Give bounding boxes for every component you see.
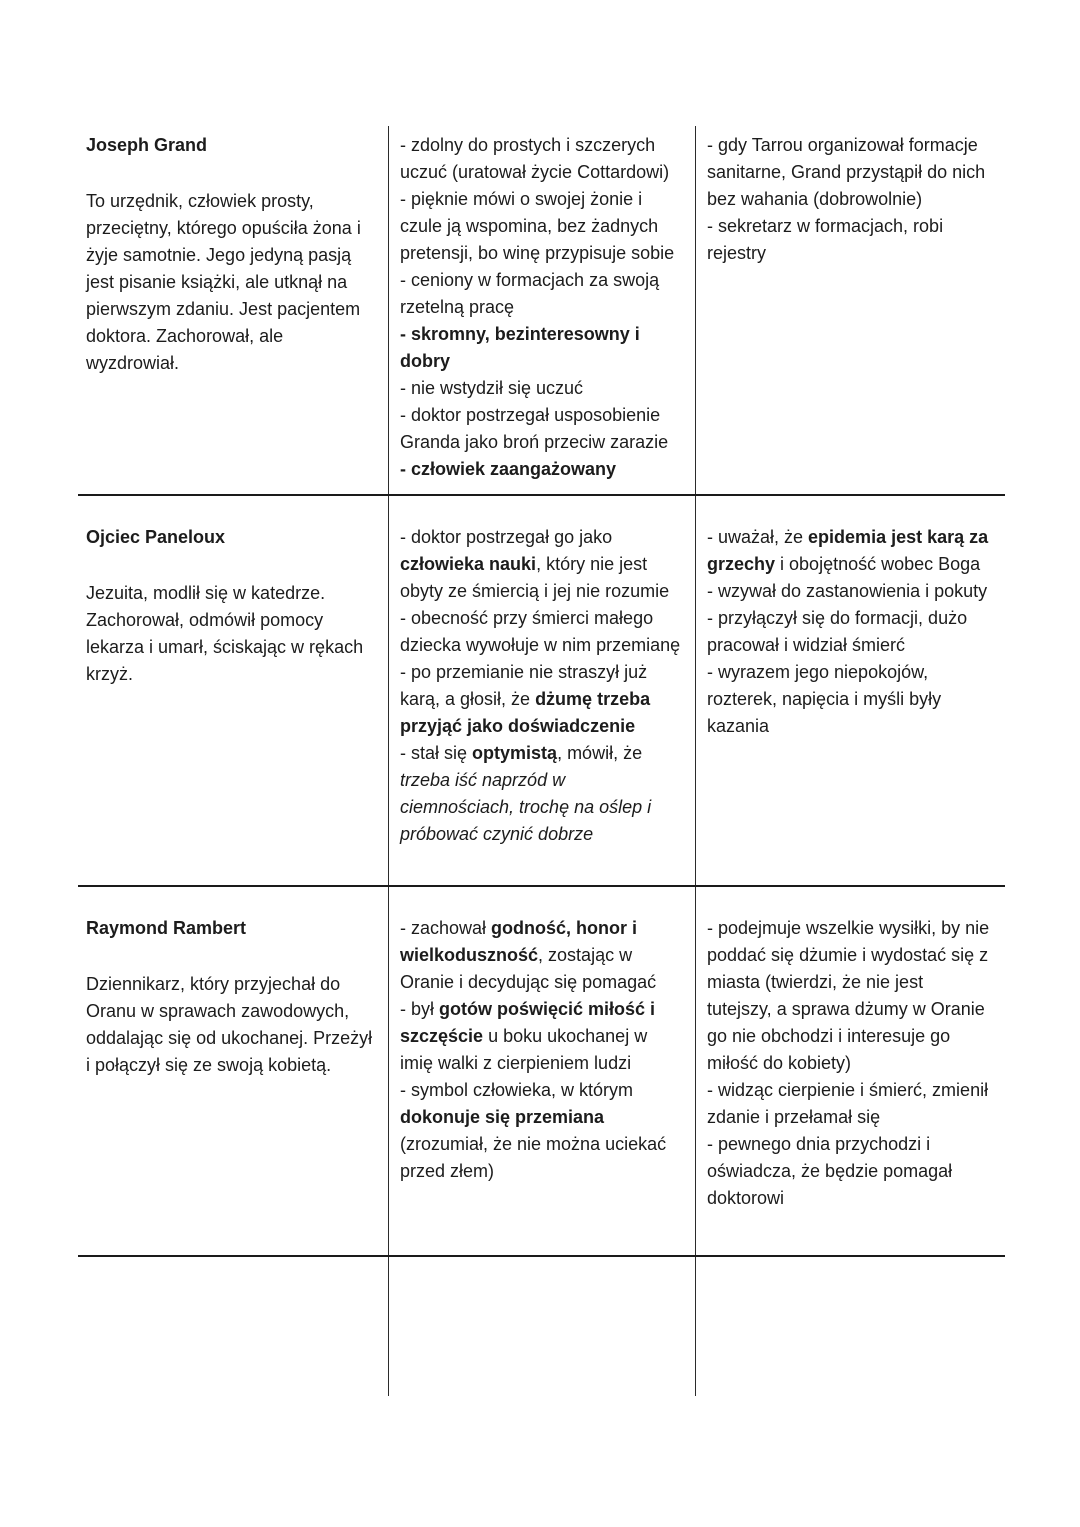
character-table	[78, 126, 1005, 1396]
cell-actions-joseph-grand: - gdy Tarrou organizował formacje sanitarne, Grand przystąpił do nich bez wahania (dobrowolnie) - sekretarz w formacjach, robi rejestry	[695, 126, 1005, 494]
table-row-joseph-grand	[78, 126, 1005, 494]
table-row-empty	[78, 1255, 1005, 1396]
character-name: Joseph Grand	[86, 135, 208, 155]
cell-actions-raymond-rambert: - podejmuje wszelkie wysiłki, by nie poddać się dżumie i wydostać się z miasta (twierdzi, że nie jest tutejszy, a sprawa dżumy w Oranie go nie obchodzi i interesuje go miłość do kobiety) - widząc cierpienie i śmierć, zmienił zdanie i przełamał się - pewnego dnia przychodzi i oświadcza, że będzie pomagał doktorowi	[695, 887, 1005, 1255]
cell-traits-raymond-rambert: - zachował godność, honor i wielkoduszność, zostając w Oranie i decydując się pomagać - był gotów poświęcić miłość i szczęście u boku ukochanej w imię walki z cierpieniem ludzi - symbol człowieka, w którym dokonuje się przemiana (zrozumiał, że nie można uciekać przed złem)	[388, 887, 695, 1255]
cell-character-empty	[78, 1257, 388, 1396]
cell-traits-empty	[388, 1257, 695, 1396]
cell-actions-ojciec-paneloux: - uważał, że epidemia jest karą za grzechy i obojętność wobec Boga - wzywał do zastanowienia i pokuty - przyłączył się do formacji, dużo pracował i widział śmierć - wyrazem jego niepokojów, rozterek, napięcia i myśli były kazania	[695, 496, 1005, 885]
cell-traits-joseph-grand: - zdolny do prostych i szczerych uczuć (uratował życie Cottardowi) - pięknie mówi o swojej żonie i czule ją wspomina, bez żadnych pretensji, bo winę przypisuje sobie - ceniony w formacjach za swoją rzetelną pracę - skromny, bezinteresowny i dobry - nie wstydził się uczuć - doktor postrzegał usposobienie Granda jako broń przeciw zarazie - człowiek zaangażowany	[388, 126, 695, 494]
character-description: Dziennikarz, który przyjechał do Oranu w sprawach zawodowych, oddalając się od ukochanej. Przeżył i połączył się ze swoją kobietą.	[86, 974, 373, 1075]
character-description: Jezuita, modlił się w katedrze. Zachorował, odmówił pomocy lekarza i umarł, ściskając w rękach krzyż.	[86, 583, 364, 684]
character-description: To urzędnik, człowiek prosty, przeciętny, którego opuściła żona i żyje samotnie. Jego jedyną pasją jest pisanie książki, ale utknął na pierwszym zdaniu. Jest pacjentem doktora. Zachorował, ale wyzdrowiał.	[86, 191, 361, 373]
cell-character-raymond-rambert	[78, 887, 388, 1255]
character-name: Raymond Rambert	[86, 918, 247, 938]
table-row-raymond-rambert	[78, 885, 1005, 1255]
cell-traits-ojciec-paneloux: - doktor postrzegał go jako człowieka nauki, który nie jest obyty ze śmiercią i jej nie rozumie - obecność przy śmierci małego dziecka wywołuje w nim przemianę - po przemianie nie straszył już karą, a głosił, że dżumę trzeba przyjąć jako doświadczenie - stał się optymistą, mówił, że trzeba iść naprzód w ciemnościach, trochę na oślep i próbować czynić dobrze	[388, 496, 695, 885]
table-row-ojciec-paneloux	[78, 494, 1005, 885]
cell-character-joseph-grand	[78, 126, 388, 494]
cell-character-ojciec-paneloux	[78, 496, 388, 885]
character-name: Ojciec Paneloux	[86, 527, 226, 547]
cell-actions-empty	[695, 1257, 1005, 1396]
